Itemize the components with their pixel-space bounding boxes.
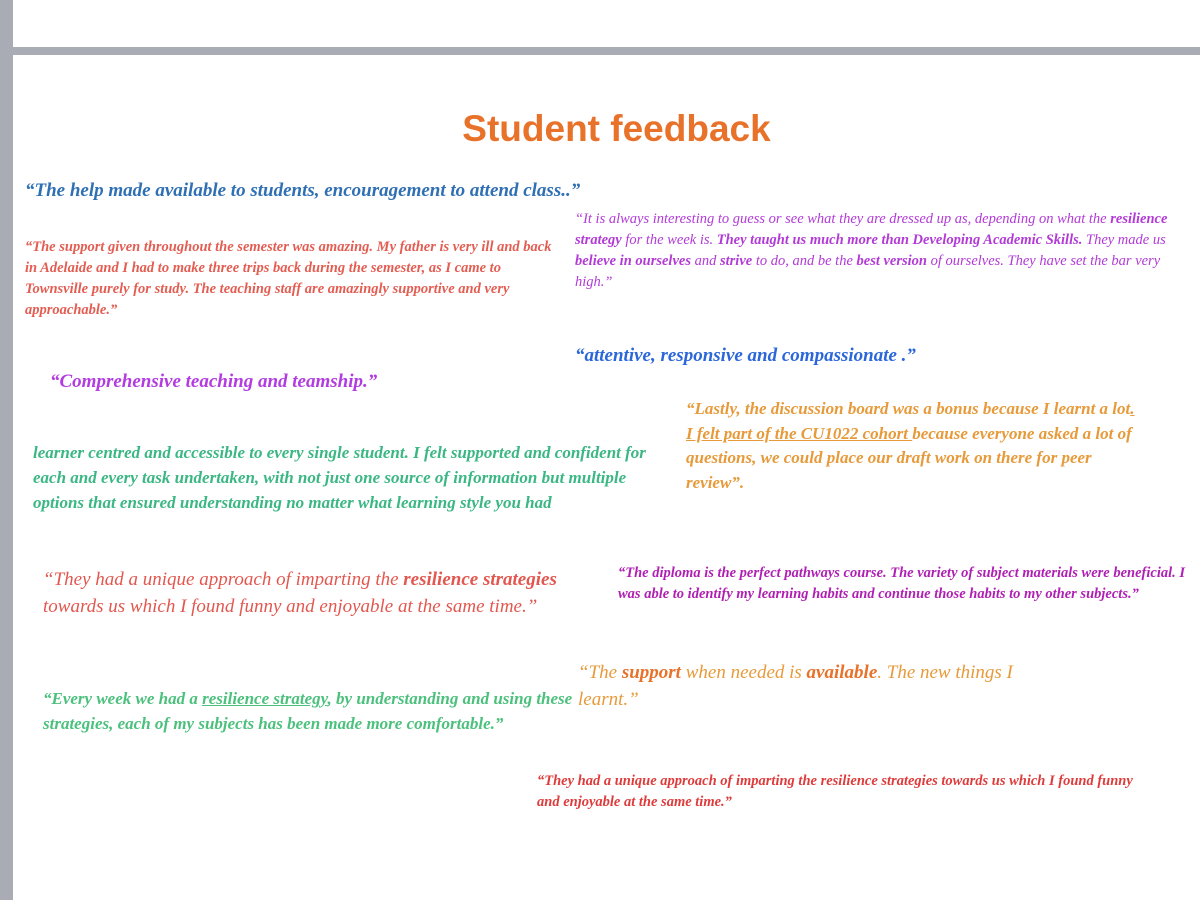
quote-attentive: “attentive, responsive and compassionate .” [575,345,916,366]
quote-diploma-pathways: “The diploma is the perfect pathways course. The variety of subject materials were beneficial. I was able to identify my learning habits and continue those habits to my other subjects.” [618,565,1186,602]
quote-every-week-strategy: “Every week we had a resilience strategy, by understanding and using these strategies, each of my subjects has been made more comfortable.” [43,689,573,733]
quote-support-semester: “The support given throughout the semester was amazing. My father is very ill and back in Adelaide and I had to make three trips back during the semester, as I came to Townsville purely for study. The teaching staff are amazingly supportive and very approachable.” [25,239,552,318]
quote-support-available: “The support when needed is available. The new things I learnt.” [578,662,1013,710]
quote-unique-approach-small: “They had a unique approach of imparting the resilience strategies towards us which I found funny and enjoyable at the same time.” [537,773,1133,810]
page-title: Student feedback [462,108,771,149]
quote-unique-approach-large: “They had a unique approach of imparting the resilience strategies towards us which I found funny and enjoyable at the same time.” [43,569,557,617]
top-border-bar [13,47,1200,55]
quote-help-available: “The help made available to students, encouragement to attend class..” [25,180,581,201]
quote-comprehensive-teaching: “Comprehensive teaching and teamship.” [50,371,378,392]
quote-discussion-board: “Lastly, the discussion board was a bonus because I learnt a lot. I felt part of the CU1022 cohort because everyone asked a lot of questions, we could place our draft work on there for peer review”. [686,399,1135,492]
quote-dressed-up: “It is always interesting to guess or see what they are dressed up as, depending on what the resilience strategy for the week is. They taught us much more than Developing Academic Skills. They made us believe in ourselves and strive to do, and be the best version of ourselves. They have set the bar very high.” [575,211,1168,290]
quote-learner-centred: learner centred and accessible to every single student. I felt supported and confident for each and every task undertaken, with not just one source of information but multiple options that ensured understanding no matter what learning style you had [33,443,646,512]
